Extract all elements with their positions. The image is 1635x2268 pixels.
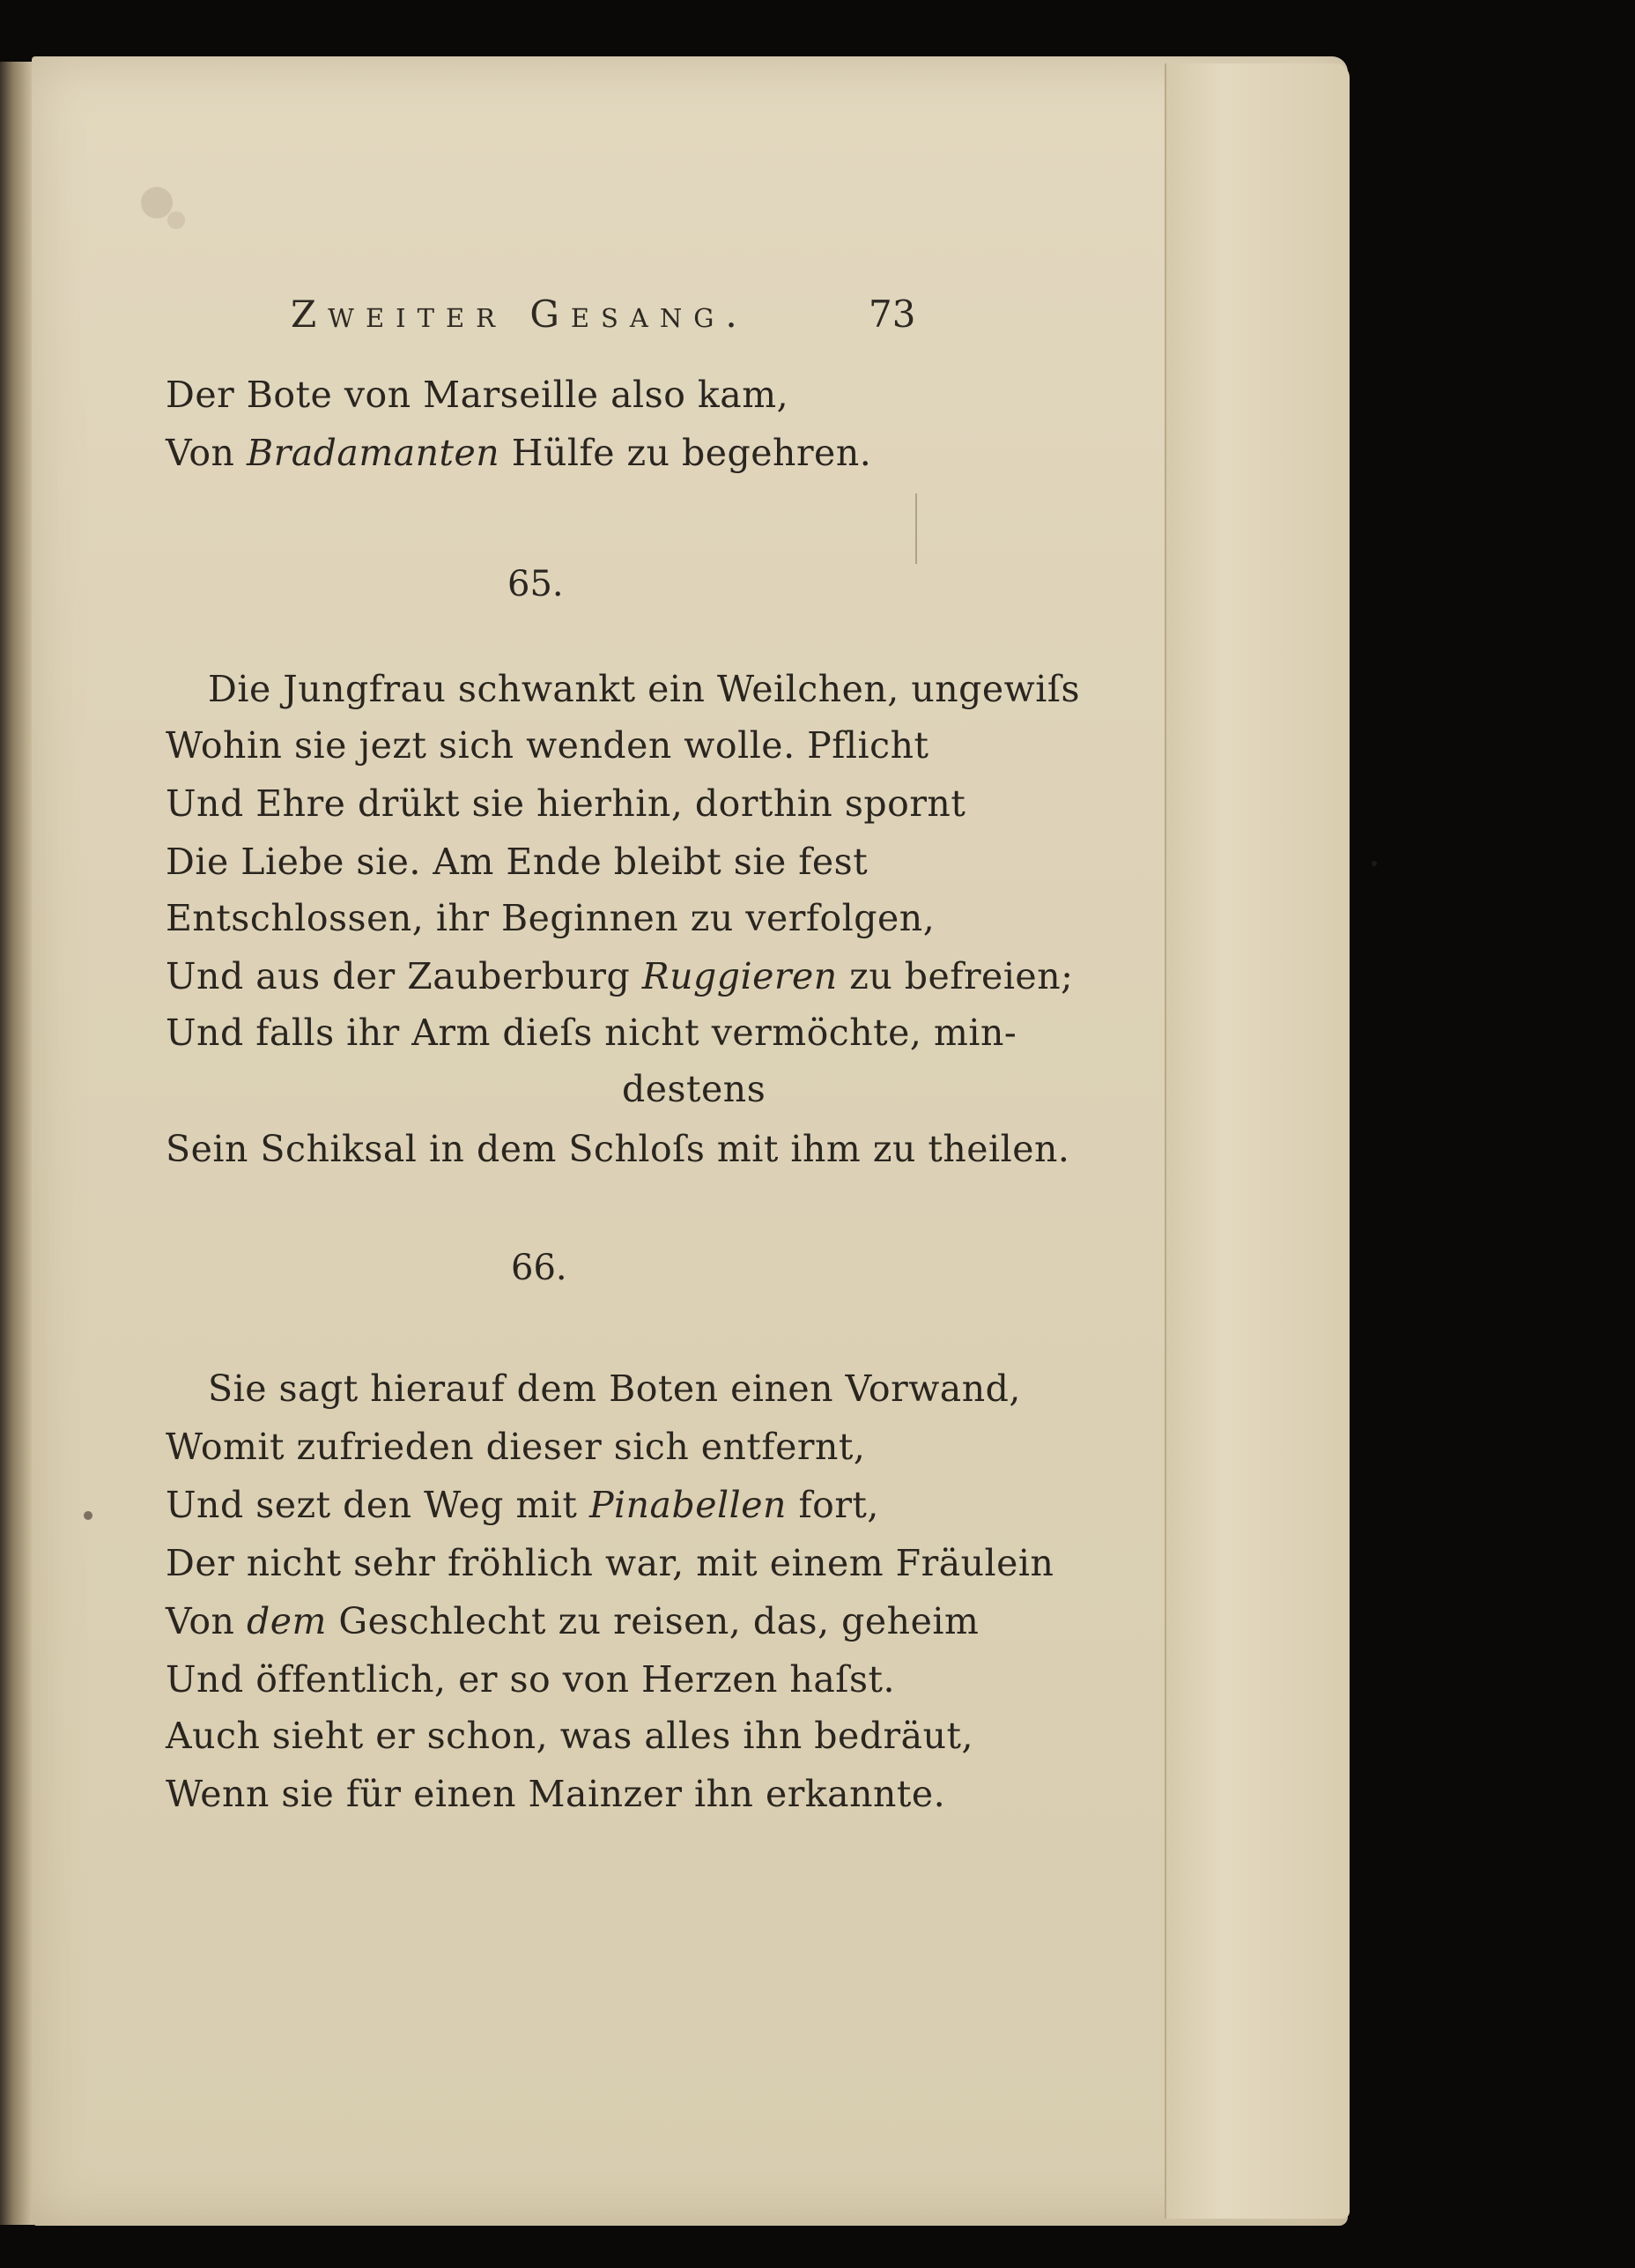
running-head: Zweiter Gesang. <box>291 293 749 336</box>
verse-line-continuation: destens <box>622 1068 766 1110</box>
page-number: 73 <box>869 293 916 336</box>
verse-line: Entschlossen, ihr Beginnen zu verfolgen, <box>166 897 936 939</box>
stanza-number: 65. <box>507 564 564 604</box>
verse-line: Und falls ihr Arm dieſs nicht vermöchte, min- <box>166 1012 1017 1054</box>
stanza-number: 66. <box>511 1248 567 1288</box>
verse-line: Der Bote von Marseille also kam, <box>166 374 789 416</box>
running-header <box>291 293 916 345</box>
verse-line: Sie sagt hierauf dem Boten einen Vorwand, <box>208 1367 1021 1410</box>
verse-line: Von dem Geschlecht zu reisen, das, geheim <box>166 1600 980 1642</box>
left-page-edge <box>0 62 33 2225</box>
verse-line: Wohin sie jezt sich wenden wolle. Pflicht <box>166 724 929 767</box>
verse-line: Wenn sie für einen Mainzer ihn erkannte. <box>166 1773 946 1815</box>
verse-line: Der nicht sehr fröhlich war, mit einem Fräulein <box>166 1542 1054 1584</box>
verse-line: Und sezt den Weg mit Pinabellen fort, <box>166 1484 879 1526</box>
folded-page-strip <box>1165 63 1350 2219</box>
verse-line: Womit zufrieden dieser sich entfernt, <box>166 1426 866 1468</box>
verse-line: Sein Schiksal in dem Schloſs mit ihm zu theilen. <box>166 1128 1070 1170</box>
verse-line: Auch sieht er schon, was alles ihn bedräut, <box>166 1715 973 1757</box>
verse-line: Von Bradamanten Hülfe zu begehren. <box>166 432 872 474</box>
verse-line: Die Liebe sie. Am Ende bleibt sie fest <box>166 841 869 883</box>
verse-line: Die Jungfrau schwankt ein Weilchen, ungewiſs <box>208 668 1081 710</box>
verse-line: Und aus der Zauberburg Ruggieren zu befreien; <box>166 955 1074 997</box>
verse-line: Und Ehre drükt sie hierhin, dorthin spornt <box>166 782 966 825</box>
verse-line: Und öffentlich, er so von Herzen haſst. <box>166 1658 896 1701</box>
